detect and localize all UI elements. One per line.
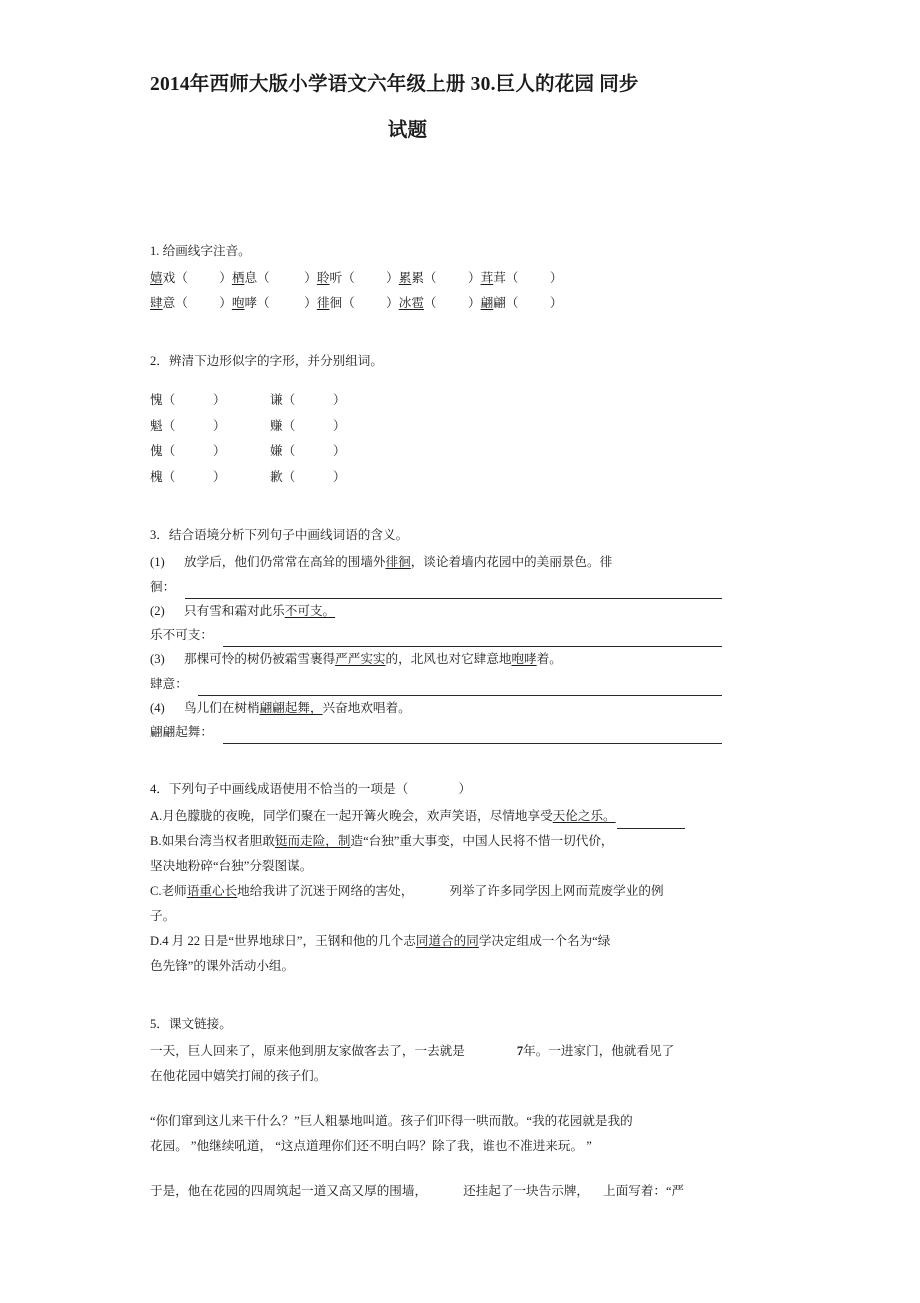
question-4 (150, 778, 778, 979)
q3-answer-4-blank[interactable] (223, 728, 722, 744)
q3-item-2-label: (2) (150, 603, 165, 618)
q5-p1-number: 7 (516, 1044, 524, 1058)
q5-p3-part-1: 于是，他在花园的四周筑起一道又高又厚的围墙， (150, 1184, 428, 1198)
q3-answer-1 (150, 575, 778, 599)
q5-p2-line-2: 花园。 ”他继续吼道， “这点道理你们还不明白吗？除了我，谁也不准进来玩。 ” (150, 1139, 592, 1153)
q3-answer-4-key: 翩翩起舞： (150, 725, 213, 739)
q4-option-d-text-after: 学决定组成一个名为“绿 (478, 934, 611, 948)
q2-row (150, 465, 778, 491)
q1-r1-w4-underlined: 累 (398, 271, 412, 285)
q5-p1-line-2: 在他花园中嬉笑打闹的孩子们。 (150, 1069, 327, 1083)
q4-option-c-letter: C. (150, 884, 162, 898)
question-1-row-2 (150, 291, 778, 316)
q3-item-2-text-before: 只有雪和霜对此乐 (184, 603, 285, 618)
q1-r1-w3-underlined: 聆 (316, 271, 330, 285)
q1-r1-w5-rest: 茸 (493, 271, 506, 285)
q2-right-3[interactable]: 嫌（ ） (270, 444, 346, 458)
q2-left-3[interactable]: 傀（ ） (150, 444, 226, 458)
q3-item-1-text-before: 放学后，他们仍常常在高耸的围墙外 (184, 555, 386, 569)
q1-r1-w3-rest: 听 (329, 271, 343, 285)
q2-right-1[interactable]: 谦（ ） (270, 393, 346, 407)
q3-item-3-underlined-2: 咆哮 (511, 652, 537, 666)
q1-r1-w5-underlined: 茸 (480, 271, 494, 285)
q3-item-4-label: (4) (150, 700, 165, 715)
q2-left-1[interactable]: 愧（ ） (150, 393, 226, 407)
q4-option-c-text-after-2: 列举了许多同学因上网而荒废学业的例 (449, 884, 664, 898)
q1-r2-w2-bracket[interactable]: （ ） (257, 296, 317, 310)
q4-option-d[interactable] (150, 929, 778, 954)
q3-answer-3 (150, 672, 778, 696)
q1-r1-w5-bracket[interactable]: （ ） (505, 271, 563, 285)
q4-option-a[interactable] (150, 804, 778, 829)
q5-p3-part-3: 上面写着：“严 (603, 1184, 685, 1198)
q1-r1-w4-rest: 累 (411, 271, 424, 285)
q1-r2-w5-underlined: 翩 (480, 296, 494, 310)
question-2-heading: 2．辨清下边形似字的字形，并分别组词。 (150, 354, 383, 368)
q1-r1-w2-rest: 息 (244, 271, 258, 285)
q1-r1-w1-bracket[interactable]: （ ） (175, 271, 232, 285)
q2-right-4[interactable]: 歉（ ） (270, 469, 346, 484)
q1-r2-w5-bracket[interactable]: （ ） (505, 296, 563, 310)
q1-r2-w2-underlined: 咆 (231, 296, 245, 310)
q3-answer-2-key: 乐不可支： (150, 628, 213, 642)
q4-option-a-tail-rule (617, 816, 685, 829)
q3-item-3-text-before: 那棵可怜的树仍被霜雪裹得 (184, 652, 336, 666)
q1-r2-w1-underlined: 肆 (150, 296, 163, 310)
q4-option-a-text-before: 月色朦胧的夜晚，同学们聚在一起开篝火晚会，欢声笑语，尽情地享受 (162, 809, 553, 823)
q1-r2-w3-underlined: 徘 (316, 296, 330, 310)
q3-item-3-text-mid: 的，北风也对它肆意地 (385, 652, 512, 666)
q2-left-4[interactable]: 槐（ ） (150, 469, 226, 484)
q4-option-c[interactable] (150, 879, 778, 904)
q1-r1-w3-bracket[interactable]: （ ） (342, 271, 399, 285)
q1-r1-w1-underlined: 嬉 (150, 271, 163, 285)
q1-r2-w5-rest: 翩 (493, 296, 506, 310)
q1-r2-w3-bracket[interactable]: （ ） (342, 296, 399, 310)
question-1-heading: 1. 给画线字注音。 (150, 244, 251, 258)
q2-row (150, 414, 778, 440)
q2-row (150, 439, 778, 465)
q5-paragraph-3 (150, 1179, 778, 1204)
q4-option-c-underlined: 语重心长 (186, 884, 238, 898)
q3-item-4-underlined: 翩翩起舞， (259, 700, 323, 715)
q3-item-3 (150, 647, 778, 672)
q4-option-a-letter: A. (150, 809, 163, 823)
q4-option-b-letter: B. (150, 834, 162, 848)
q2-row (150, 388, 778, 414)
q5-p2-line-1: “你们窜到这儿来干什么？”巨人粗暴地叫道。孩子们吓得一哄而散。“我的花园就是我的 (150, 1114, 633, 1128)
question-5-heading: 5．课文链接。 (150, 1017, 232, 1031)
q4-option-c-text-before: 老师 (161, 884, 187, 898)
document-body (0, 154, 920, 1204)
page-title (0, 0, 920, 154)
q1-r2-w4-bracket[interactable]: （ ） (423, 296, 481, 310)
q4-option-b-line-2: 坚决地粉碎“台独”分裂图谋。 (150, 859, 313, 873)
q1-r2-w2-rest: 哮 (244, 296, 258, 310)
q3-item-3-underlined: 严严实实 (335, 652, 386, 666)
q3-answer-1-key: 徊： (150, 579, 176, 594)
q3-answer-2 (150, 623, 778, 647)
question-2-grid (150, 388, 778, 490)
question-4-heading[interactable]: 4．下列句子中画线成语使用不恰当的一项是（ ） (150, 782, 472, 796)
q4-option-b-text-before: 如果台湾当权者胆敢 (161, 834, 275, 848)
q5-paragraph-1 (150, 1039, 778, 1064)
q3-answer-2-blank[interactable] (223, 631, 722, 647)
q4-option-c-text-after: 地给我讲了沉迷于网络的害处， (237, 884, 414, 898)
q1-r2-w1-rest: 意 (162, 296, 176, 310)
q3-item-4 (150, 696, 778, 721)
q3-item-4-text-after: 兴奋地欢唱着。 (322, 700, 411, 715)
q3-item-2-underlined: 不可支。 (284, 603, 336, 618)
q4-option-d-line-2: 色先锋”的课外活动小组。 (150, 959, 295, 973)
q5-p3-part-2: 还挂起了一块告示牌， (463, 1184, 589, 1198)
title-line-1: 2014年西师大版小学语文六年级上册 30.巨人的花园 同步 (150, 74, 639, 95)
q3-answer-3-blank[interactable] (198, 680, 722, 696)
q3-item-1-text-after: ，谈论着墙内花园中的美丽景色。徘 (410, 555, 613, 569)
q3-item-2 (150, 599, 778, 624)
q3-item-4-text-before: 鸟儿们在树梢 (184, 700, 260, 715)
question-3 (150, 524, 778, 744)
q1-r1-w4-bracket[interactable]: （ ） (423, 271, 481, 285)
question-1 (150, 240, 778, 316)
q3-answer-1-blank[interactable] (185, 583, 722, 599)
question-3-heading: 3．结合语境分析下列句子中画线词语的含义。 (150, 528, 409, 542)
q1-r2-w1-bracket[interactable]: （ ） (175, 296, 232, 310)
q3-item-3-label: (3) (150, 652, 165, 666)
q4-option-b-text-after: 造“台独”重大事变，中国人民将不惜一切代价， (350, 834, 614, 848)
title-line-2: 试题 (387, 120, 428, 141)
q4-option-b-underlined: 铤而走险，制 (274, 834, 351, 848)
q4-option-b[interactable] (150, 829, 778, 854)
q3-answer-4 (150, 720, 778, 744)
q1-r1-w2-underlined: 栖 (231, 271, 245, 285)
q3-item-3-text-after: 着。 (536, 652, 562, 666)
q3-item-1-underlined: 徘徊 (385, 555, 411, 569)
q5-p1-part-2: 年。一进家门，他就看见了 (523, 1044, 675, 1058)
q1-r1-w1-rest: 戏 (162, 271, 176, 285)
q3-item-1-label: (1) (150, 555, 165, 569)
q5-p1-part-1: 一天，巨人回来了，原来他到朋友家做客去了，一去就是 (150, 1044, 465, 1058)
q2-right-2[interactable]: 赚（ ） (270, 418, 346, 433)
question-2 (150, 350, 778, 490)
q3-item-1 (150, 550, 778, 575)
q2-left-2[interactable]: 魁（ ） (150, 418, 226, 433)
q4-option-d-underlined: 同道合的同 (415, 934, 479, 948)
question-1-row-1 (150, 266, 778, 291)
q3-answer-3-key: 肆意： (150, 676, 188, 691)
q1-r2-w3-rest: 徊 (329, 296, 343, 310)
q4-option-d-letter: D. (150, 934, 163, 948)
q1-r1-w2-bracket[interactable]: （ ） (257, 271, 317, 285)
question-5 (150, 1013, 778, 1204)
q4-option-a-underlined: 天伦之乐。 (552, 809, 616, 823)
q4-option-c-line-2: 子。 (150, 909, 176, 923)
q1-r2-w4-underlined: 冰雹 (398, 296, 424, 310)
q4-option-d-text-before: 4 月 22 日是“世界地球日”，王钢和他的几个志 (162, 934, 416, 948)
